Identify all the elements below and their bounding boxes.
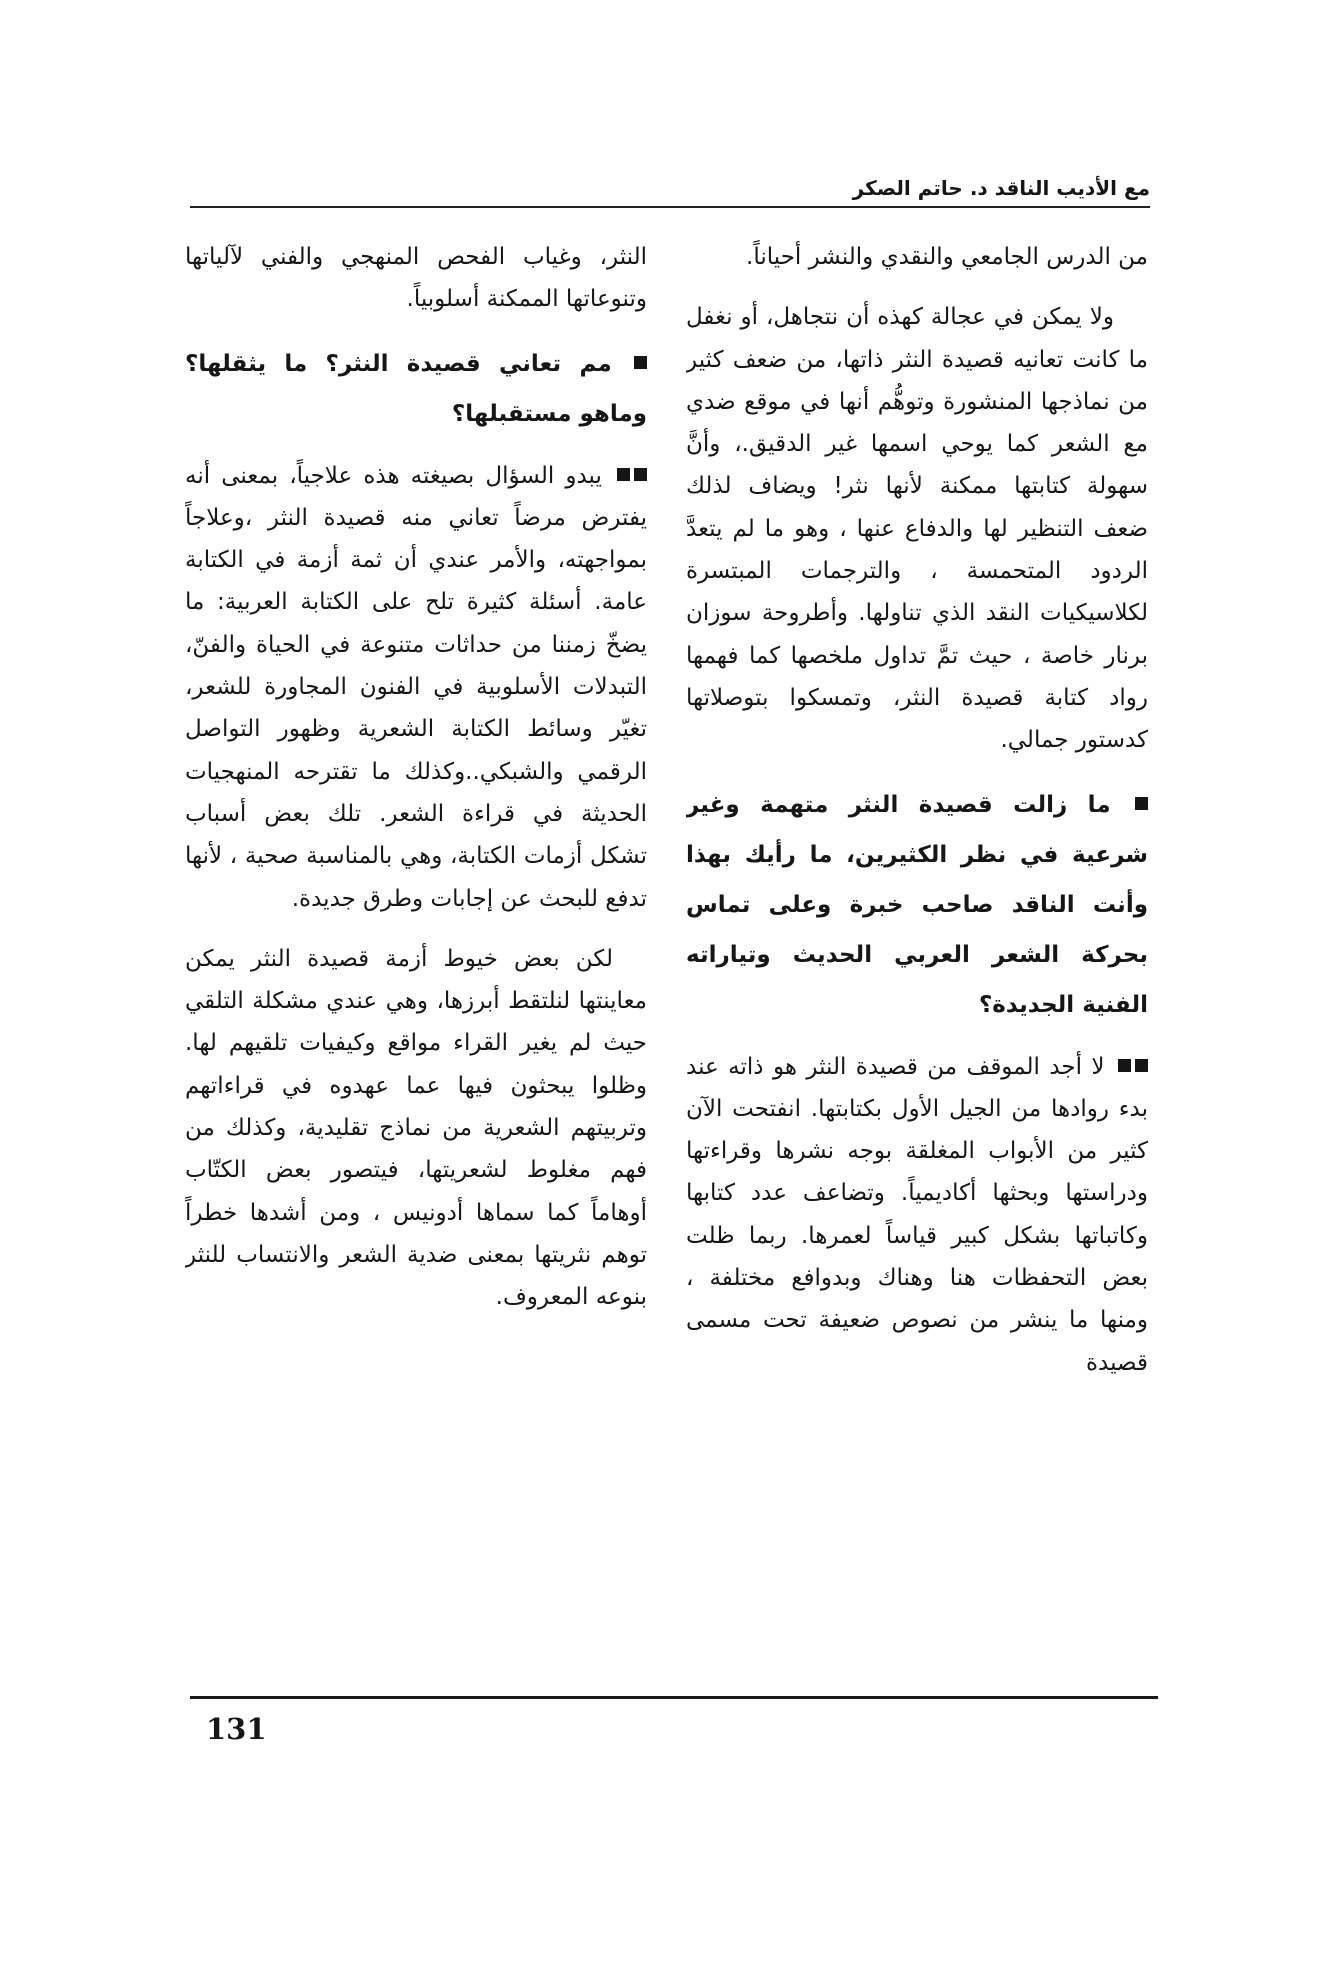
page-number: 131	[206, 1712, 267, 1746]
right-para-continuation: من الدرس الجامعي والنقدي والنشر أحياناً.	[746, 244, 1148, 270]
answer-square-icon	[617, 468, 630, 481]
running-header: مع الأديب الناقد د. حاتم الصكر	[852, 176, 1150, 200]
header-divider	[190, 206, 1150, 208]
answer-square-icon	[1118, 1059, 1131, 1072]
answer-square-icon	[634, 468, 647, 481]
answer-square-icon	[1135, 1059, 1148, 1072]
interview-question-3	[185, 339, 647, 439]
interview-answer-3	[185, 455, 647, 920]
footer-divider	[190, 1696, 1158, 1699]
question-square-icon	[1135, 797, 1148, 810]
right-column	[686, 236, 1148, 1682]
question-2-text: ما زالت قصيدة النثر متهمة وغير شرعية في نظر الكثيرين، ما رأيك بهذا وأنت الناقد صاحب خبرة وعلى تماس بحركة الشعر العربي الحديث وتياراته الفنية الجديدة؟	[686, 791, 1148, 1018]
right-para-commentary: ولا يمكن في عجالة كهذه أن نتجاهل، أو نغفل ما كانت تعانيه قصيدة النثر ذاتها، من ضعف كثير من نماذجها المنشورة وتوهُّم أنها في موقع ضدي مع الشعر كما يوحي اسمها غير الدقيق.، وأنَّ سهولة كتابتها ممكنة لأنها نثر! ويضاف لذلك ضعف التنظير لها والدفاع عنها ، وهو ما لم يتعدَّ الردود المتحمسة ، والترجمات المبتسرة لكلاسيكيات النقد الذي تناولها. وأطروحة سوزان برنار خاصة ، حيث تمَّ تداول ملخصها كما فهمها رواد كتابة قصيدة النثر، وتمسكوا بتوصلاتها كدستور جمالي.	[686, 304, 1148, 754]
answer-3-text: يبدو السؤال بصيغته هذه علاجياً، بمعنى أنه يفترض مرضاً تعاني منه قصيدة النثر ،وعلاجاً بمواجهته، والأمر عندي أن ثمة أزمة في الكتابة عامة. أسئلة كثيرة تلح على الكتابة العربية: ما يضخّ زمننا من حداثات متنوعة في الحياة والفنّ، التبدلات الأسلوبية في الفنون المجاورة للشعر، تغيّر وسائط الكتابة الشعرية وظهور التواصل الرقمي والشبكي..وكذلك ما تقترحه المنهجيات الحديثة في قراءة الشعر. تلك بعض أسباب تشكل أزمات الكتابة، وهي بالمناسبة صحية ، لأنها تدفع للبحث عن إجابات وطرق جديدة.	[185, 462, 647, 912]
interview-answer-2	[686, 1046, 1148, 1384]
left-column	[185, 236, 647, 1682]
question-square-icon	[634, 356, 647, 369]
answer-2-text: لا أجد الموقف من قصيدة النثر هو ذاته عند بدء روادها من الجيل الأول بكتابتها. انفتحت الآن كثير من الأبواب المغلقة بوجه نشرها وقراءتها ودراستها وبحثها أكاديمياً. وتضاعف عدد كتابها وكاتباتها بشكل كبير قياساً لعمرها. ربما ظلت بعض التحفظات هنا وهناك وبدوافع مختلفة ، ومنها ما ينشر من نصوص ضعيفة تحت مسمى قصيدة	[686, 1053, 1148, 1376]
left-para-reception: لكن بعض خيوط أزمة قصيدة النثر يمكن معاينتها لنلتقط أبرزها، وهي عندي مشكلة التلقي حيث لم يغير القراء مواقع وكيفيات تلقيهم لها. وظلوا يبحثون فيها عما عهدوه في قراءاتهم وتربيتهم الشعرية من نماذج تقليدية، وكذلك من فهم مغلوط لشعريتها، فيتصور بعض الكتّاب أوهاماً كما سماها أدونيس ، ومن أشدها خطراً توهم نثريتها بمعنى ضدية الشعر والانتساب للنثر بنوعه المعروف.	[185, 945, 647, 1311]
interview-question-2	[686, 780, 1148, 1030]
question-3-text: مم تعاني قصيدة النثر؟ ما يثقلها؟ وماهو مستقبلها؟	[185, 350, 647, 427]
left-para-continuation: النثر، وغياب الفحص المنهجي والفني لآلياتها وتنوعاتها الممكنة أسلوبياً.	[185, 244, 647, 313]
